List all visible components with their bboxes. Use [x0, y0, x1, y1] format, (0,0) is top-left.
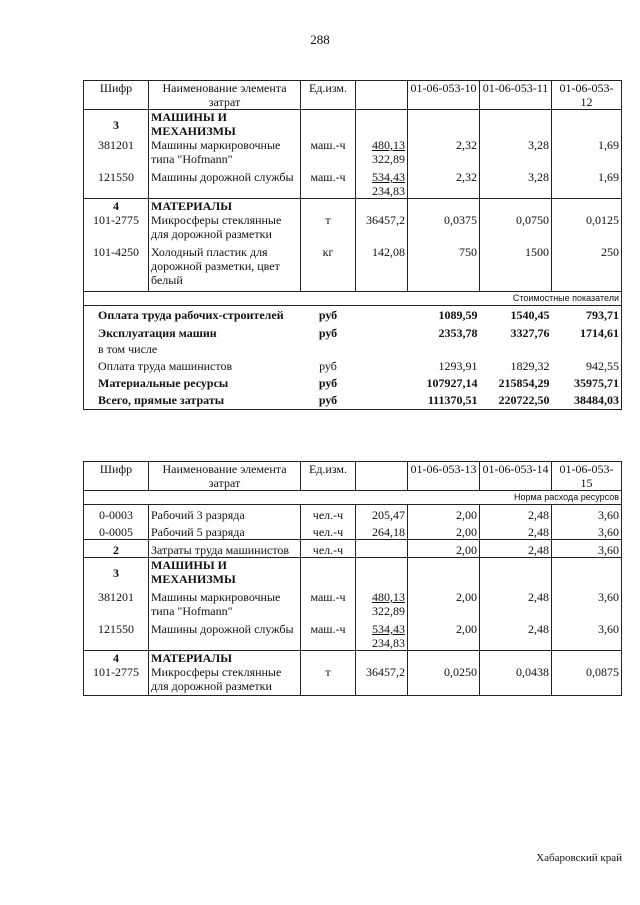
row-unit: чел.-ч [301, 505, 356, 523]
cell-value: 3,60 [598, 508, 619, 522]
resource-table-2 [83, 461, 622, 696]
summary-unit: руб [318, 308, 338, 322]
section-name: МАТЕРИАЛЫ [149, 651, 301, 666]
row-price [356, 586, 408, 618]
header-name: Наименование элемента затрат [149, 81, 301, 110]
row-price [356, 618, 408, 651]
summary-value: 220722,50 [498, 393, 550, 407]
header-col: 01-06-053-13 [408, 462, 480, 491]
header-col: 01-06-053-10 [408, 81, 480, 110]
cell-value: 0,0125 [586, 213, 619, 227]
summary-row [84, 356, 622, 373]
table-row [84, 618, 622, 651]
price-main: 534,43 [372, 170, 405, 184]
table-header [84, 81, 622, 110]
row-code: 121550 [84, 166, 149, 199]
summary-value: 1714,61 [580, 326, 619, 340]
cell-value: 2,00 [408, 505, 480, 523]
row-price [356, 540, 408, 558]
cell-value: 1,69 [598, 138, 619, 152]
row-price: 36457,2 [356, 213, 408, 241]
table-row [84, 213, 622, 241]
table-row [84, 166, 622, 199]
page-number: 288 [310, 32, 330, 47]
row-name: Машины дорожной службы [149, 618, 301, 651]
header-price [356, 462, 408, 491]
summary-unit: руб [318, 376, 338, 390]
summary-value: 107927,14 [426, 376, 478, 390]
row-unit: чел.-ч [301, 522, 356, 540]
band-row [84, 292, 622, 306]
row-price [356, 138, 408, 166]
table-row [84, 505, 622, 523]
price-labor: 234,83 [372, 184, 405, 198]
section-code: 3 [84, 110, 149, 139]
row-price: 205,47 [356, 505, 408, 523]
cell-value: 3,28 [480, 166, 552, 199]
row-unit: т [301, 665, 356, 696]
summary-value: 1293,91 [438, 359, 478, 373]
cell-value: 1500 [480, 241, 552, 292]
price-labor: 322,89 [372, 604, 405, 618]
table-row [84, 586, 622, 618]
summary-label: Эксплуатация машин [98, 326, 217, 340]
price-labor: 234,83 [372, 636, 405, 650]
section-row [84, 199, 622, 214]
row-unit: маш.-ч [301, 138, 356, 166]
summary-unit: руб [318, 326, 338, 340]
table-row [84, 522, 622, 540]
row-name: Холодный пластик для дорожной разметки, цвет белый [149, 241, 301, 292]
header-price [356, 81, 408, 110]
cell-value: 0,0250 [408, 665, 480, 696]
summary-unit: руб [318, 393, 338, 407]
row-code: 121550 [84, 618, 149, 651]
row-code: 101-2775 [84, 665, 149, 696]
cell-value: 2,48 [480, 505, 552, 523]
summary-value: 1829,32 [510, 359, 550, 373]
section-code: 4 [84, 651, 149, 666]
header-col: 01-06-053-14 [480, 462, 552, 491]
summary-label: Материальные ресурсы [98, 376, 229, 390]
summary-value: 1089,59 [438, 308, 478, 322]
section-code: 3 [84, 558, 149, 587]
summary-value: 942,55 [586, 359, 619, 373]
cell-value: 2,00 [408, 540, 480, 558]
table-row [84, 540, 622, 558]
cell-value: 250 [601, 245, 619, 259]
row-code: 0-0005 [84, 522, 149, 540]
row-name: Машины маркировочные типа "Hofmann" [149, 586, 301, 618]
price-main: 480,13 [372, 138, 405, 152]
summary-row [84, 390, 622, 410]
summary-value: 111370,51 [427, 393, 478, 407]
header-unit: Ед.изм. [301, 462, 356, 491]
summary-row [84, 306, 622, 323]
header-code: Шифр [84, 462, 149, 491]
table-row [84, 241, 622, 292]
band-label: Стоимостные показатели [84, 292, 622, 306]
cell-value: 750 [408, 241, 480, 292]
cell-value: 3,60 [598, 622, 619, 636]
summary-value: 3327,76 [510, 326, 550, 340]
row-name: Машины маркировочные типа "Hofmann" [149, 138, 301, 166]
row-code: 0-0003 [84, 505, 149, 523]
summary-value: 35975,71 [574, 376, 619, 390]
row-name: Рабочий 5 разряда [149, 522, 301, 540]
header-col: 01-06-053-15 [552, 462, 622, 491]
cell-value: 3,28 [480, 138, 552, 166]
price-main: 480,13 [372, 590, 405, 604]
cell-value: 0,0375 [408, 213, 480, 241]
section-row [84, 110, 622, 139]
summary-value: 215854,29 [498, 376, 550, 390]
row-price: 264,18 [356, 522, 408, 540]
cell-value: 1,69 [598, 170, 619, 184]
price-main: 534,43 [372, 622, 405, 636]
header-name: Наименование элемента затрат [149, 462, 301, 491]
row-unit: маш.-ч [301, 618, 356, 651]
header-col: 01-06-053-11 [480, 81, 552, 110]
row-name: Рабочий 3 разряда [149, 505, 301, 523]
row-unit: маш.-ч [301, 586, 356, 618]
row-unit: кг [301, 241, 356, 292]
table-header [84, 462, 622, 491]
summary-label: в том числе [98, 342, 158, 356]
summary-value: 38484,03 [574, 393, 619, 407]
row-price: 142,08 [356, 241, 408, 292]
cell-value: 3,60 [552, 540, 622, 558]
row-unit: маш.-ч [301, 166, 356, 199]
row-name: Затраты труда машинистов [149, 540, 301, 558]
row-code: 381201 [84, 586, 149, 618]
cell-value: 0,0438 [480, 665, 552, 696]
cell-value: 2,32 [408, 138, 480, 166]
cell-value: 2,48 [480, 540, 552, 558]
summary-unit: руб [319, 359, 337, 373]
section-name: МАШИНЫ И МЕХАНИЗМЫ [149, 558, 301, 587]
band-row [84, 491, 622, 505]
summary-label: Оплата труда машинистов [98, 359, 233, 373]
section-row [84, 651, 622, 666]
summary-value: 1540,45 [510, 308, 550, 322]
row-unit: т [301, 213, 356, 241]
section-name: МАТЕРИАЛЫ [149, 199, 301, 214]
row-price: 36457,2 [356, 665, 408, 696]
row-code: 101-4250 [84, 241, 149, 292]
cell-value: 2,48 [480, 586, 552, 618]
header-code: Шифр [84, 81, 149, 110]
cell-value: 2,48 [480, 522, 552, 540]
header-col: 01-06-053-12 [552, 81, 622, 110]
summary-row [84, 373, 622, 390]
cell-value: 0,0875 [586, 665, 619, 679]
row-name: Машины дорожной службы [149, 166, 301, 199]
row-code: 2 [84, 540, 149, 558]
row-price [356, 166, 408, 199]
summary-label: Всего, прямые затраты [98, 393, 225, 407]
section-row [84, 558, 622, 587]
cell-value: 0,0750 [480, 213, 552, 241]
header-unit: Ед.изм. [301, 81, 356, 110]
summary-row [84, 340, 622, 356]
table-row [84, 665, 622, 696]
region-footer: Хабаровский край [536, 852, 622, 864]
band-label: Норма расхода ресурсов [84, 491, 622, 505]
cell-value: 2,32 [408, 166, 480, 199]
section-name: МАШИНЫ И МЕХАНИЗМЫ [149, 110, 301, 139]
resource-table-1 [83, 80, 622, 410]
section-code: 4 [84, 199, 149, 214]
row-code: 101-2775 [84, 213, 149, 241]
row-code: 381201 [84, 138, 149, 166]
cell-value: 2,00 [408, 586, 480, 618]
price-labor: 322,89 [372, 152, 405, 166]
cell-value: 2,00 [408, 522, 480, 540]
table-row [84, 138, 622, 166]
summary-value: 793,71 [586, 308, 619, 322]
cell-value: 2,48 [480, 618, 552, 651]
row-name: Микросферы стеклянные для дорожной разметки [149, 213, 301, 241]
row-unit: чел.-ч [301, 540, 356, 558]
cell-value: 2,00 [408, 618, 480, 651]
row-name: Микросферы стеклянные для дорожной разметки [149, 665, 301, 696]
cell-value: 3,60 [598, 525, 619, 539]
summary-value: 2353,78 [438, 326, 478, 340]
cell-value: 3,60 [598, 590, 619, 604]
summary-label: Оплата труда рабочих-строителей [98, 308, 284, 322]
summary-row [84, 322, 622, 340]
